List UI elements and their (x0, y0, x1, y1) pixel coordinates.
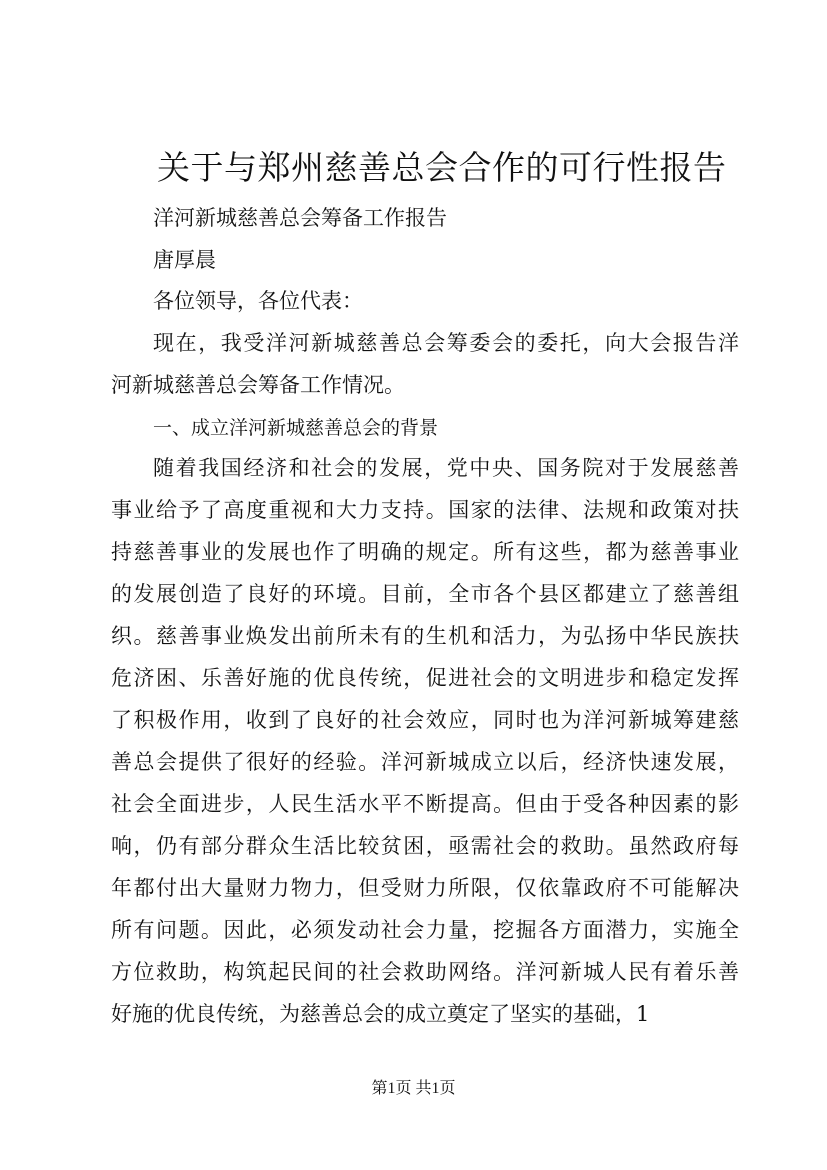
greeting: 各位领导，各位代表： (153, 289, 363, 313)
section-heading: 一、成立洋河新城慈善总会的背景 (153, 417, 439, 439)
body-line: 持慈善事业的发展也作了明确的规定。所有这些，都为慈善事业 (111, 540, 739, 564)
body-line: 善总会提供了很好的经验。洋河新城成立以后，经济快速发展， (111, 750, 739, 774)
document-title: 关于与郑州慈善总会合作的可行性报告 (157, 148, 727, 187)
body-line: 所有问题。因此，必须发动社会力量，挖掘各方面潜力，实施全 (111, 918, 739, 942)
body-line: 织。慈善事业焕发出前所未有的生机和活力，为弘扬中华民族扶 (111, 624, 739, 648)
body-line: 方位救助，构筑起民间的社会救助网络。洋河新城人民有着乐善 (111, 960, 739, 984)
body-line: 了积极作用，收到了良好的社会效应，同时也为洋河新城筹建慈 (111, 708, 739, 732)
body-line: 年都付出大量财力物力，但受财力所限，仅依靠政府不可能解决 (111, 876, 739, 900)
page-footer: 第1页 共1页 (371, 1080, 456, 1097)
body-line: 的发展创造了良好的环境。目前，全市各个县区都建立了慈善组 (111, 582, 739, 606)
body-line: 事业给予了高度重视和大力支持。国家的法律、法规和政策对扶 (111, 498, 739, 522)
body-line: 危济困、乐善好施的优良传统，促进社会的文明进步和稳定发挥 (111, 666, 739, 690)
intro-line: 河新城慈善总会筹备工作情况。 (111, 373, 405, 397)
body-line: 社会全面进步，人民生活水平不断提高。但由于受各种因素的影 (111, 792, 739, 816)
intro-line: 现在，我受洋河新城慈善总会筹委会的委托，向大会报告洋 (153, 331, 739, 355)
document-subtitle: 洋河新城慈善总会筹备工作报告 (153, 206, 447, 230)
body-line: 好施的优良传统，为慈善总会的成立奠定了坚实的基础，1 (111, 1002, 650, 1026)
author-name: 唐厚晨 (153, 248, 216, 272)
body-line: 随着我国经济和社会的发展，党中央、国务院对于发展慈善 (153, 456, 739, 480)
body-line: 响，仍有部分群众生活比较贫困，亟需社会的救助。虽然政府每 (111, 834, 739, 858)
